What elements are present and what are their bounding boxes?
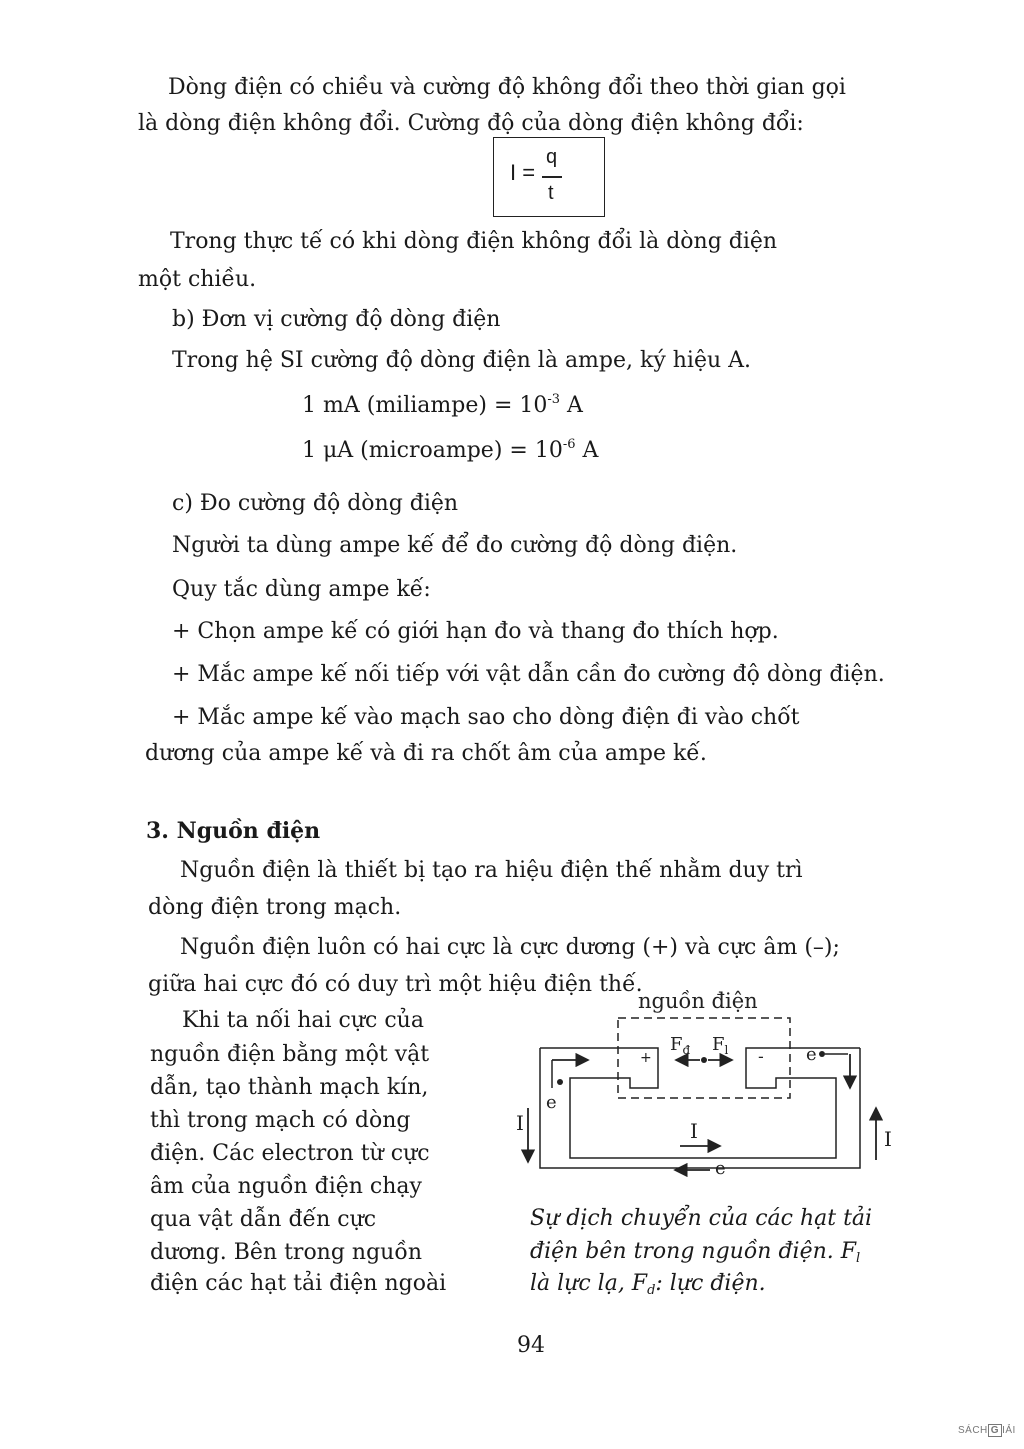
text-line: Trong thực tế có khi dòng điện không đổi là dòng điện: [170, 229, 778, 254]
figure-caption-line: [530, 1268, 766, 1300]
text-line: Người ta dùng ampe kế để đo cường độ dòng điện.: [172, 533, 738, 558]
text-line: âm của nguồn điện chạy: [150, 1174, 422, 1199]
caption-subscript: d: [647, 1283, 656, 1298]
unit-exponent: -3: [547, 392, 561, 407]
figure-caption-line: Sự dịch chuyển của các hạt tải: [530, 1206, 873, 1231]
unit-line: [302, 390, 583, 422]
current-label-left: I: [516, 1111, 524, 1135]
section-heading: 3. Nguồn điện: [146, 818, 321, 844]
watermark-logo: [958, 1424, 1016, 1437]
formula-box: [493, 137, 605, 217]
rule-line: + Mắc ampe kế vào mạch sao cho dòng điện đi vào chốt: [172, 705, 800, 730]
source-label: nguồn điện: [638, 990, 758, 1013]
watermark-text: SÁCH: [958, 1425, 988, 1436]
fl-label: [712, 1034, 729, 1057]
text-line: dương. Bên trong nguồn: [150, 1240, 422, 1265]
fl-letter: F: [712, 1034, 725, 1055]
fraction-bar: [542, 176, 562, 178]
subsection-title: b) Đơn vị cường độ dòng điện: [172, 307, 501, 332]
text-line: Dòng điện có chiều và cường độ không đổi theo thời gian gọi: [168, 75, 846, 100]
figure-caption-line: [530, 1236, 860, 1268]
unit-text: 1 μA (microampe) = 10: [302, 438, 563, 463]
electron-label-top: e: [806, 1044, 817, 1065]
text-line: Nguồn điện là thiết bị tạo ra hiệu điện thế nhằm duy trì: [180, 858, 803, 883]
plus-sign: +: [640, 1050, 652, 1066]
text-line: dòng điện trong mạch.: [148, 895, 402, 920]
text-line: điện. Các electron từ cực: [150, 1141, 430, 1166]
rule-line: + Mắc ampe kế nối tiếp với vật dẫn cần đo cường độ dòng điện.: [172, 662, 885, 687]
text-line: nguồn điện bằng một vật: [150, 1042, 430, 1067]
caption-text: : lực điện.: [655, 1271, 766, 1296]
electron-label-bottom: e: [715, 1158, 726, 1179]
fd-subscript: đ: [682, 1043, 691, 1057]
formula-denominator: t: [548, 182, 554, 204]
minus-sign: -: [758, 1047, 764, 1066]
caption-text: điện bên trong nguồn điện. F: [530, 1239, 857, 1264]
text-line: một chiều.: [138, 267, 257, 292]
text-line: là dòng điện không đổi. Cường độ của dòng điện không đổi:: [138, 111, 804, 136]
electron-dot: [557, 1079, 563, 1085]
electron-dot: [819, 1051, 825, 1057]
watermark-text: IẢI: [1002, 1425, 1016, 1436]
power-source-diagram: [500, 990, 920, 1190]
formula-lhs: I =: [510, 160, 536, 185]
circuit-outer-wire: [540, 1048, 860, 1168]
rule-line: + Chọn ampe kế có giới hạn đo và thang đo thích hợp.: [172, 619, 779, 644]
fd-letter: F: [670, 1034, 683, 1055]
text-line: giữa hai cực đó có duy trì một hiệu điện thế.: [148, 972, 643, 997]
rule-line: dương của ampe kế và đi ra chốt âm của ampe kế.: [145, 741, 707, 766]
unit-line: [302, 435, 598, 467]
caption-subscript: l: [856, 1251, 861, 1266]
caption-text: là lực lạ, F: [530, 1271, 648, 1296]
text-line: Khi ta nối hai cực của: [182, 1008, 424, 1033]
text-line: điện các hạt tải điện ngoài: [150, 1271, 447, 1296]
unit-text: 1 mA (miliampe) = 10: [302, 393, 548, 418]
fl-subscript: l: [724, 1043, 729, 1057]
page-number: 94: [517, 1333, 545, 1358]
electron-label-left: e: [546, 1092, 557, 1113]
fd-label: [670, 1034, 691, 1057]
watermark-g: G: [988, 1424, 1002, 1437]
formula-numerator: q: [546, 146, 558, 168]
current-label-mid: I: [690, 1119, 698, 1143]
current-label-right: I: [884, 1127, 892, 1151]
charge-dot: [701, 1057, 707, 1063]
subsection-title: c) Đo cường độ dòng điện: [172, 491, 459, 516]
text-line: qua vật dẫn đến cực: [150, 1207, 377, 1232]
text-line: dẫn, tạo thành mạch kín,: [150, 1075, 429, 1100]
text-line: Quy tắc dùng ampe kế:: [172, 577, 431, 602]
unit-exponent: -6: [562, 437, 576, 452]
text-line: Trong hệ SI cường độ dòng điện là ampe, ký hiệu A.: [172, 348, 752, 373]
unit-suffix: A: [560, 393, 583, 418]
text-line: thì trong mạch có dòng: [150, 1108, 411, 1133]
unit-suffix: A: [575, 438, 599, 463]
text-line: Nguồn điện luôn có hai cực là cực dương (+) và cực âm (–);: [180, 935, 840, 960]
